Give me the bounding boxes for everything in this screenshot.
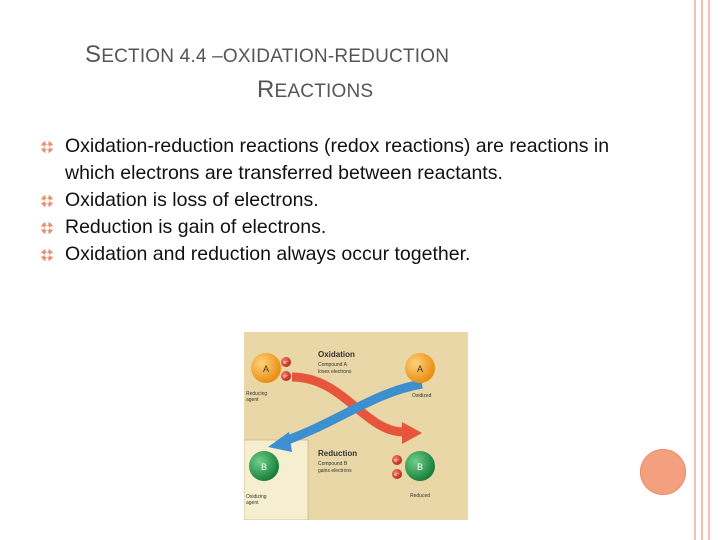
oxidizing-agent-label: Oxidizing <box>246 494 267 500</box>
bullet-text: Oxidation and reduction always occur together. <box>65 243 471 265</box>
decorative-border-line <box>701 0 703 540</box>
bullet-item <box>40 241 640 268</box>
oxidizing-agent-label: agent <box>246 500 259 506</box>
decorative-circle <box>640 449 686 495</box>
title-text: EDUCTION <box>348 46 450 67</box>
oxidation-desc: Compound A <box>318 362 347 368</box>
title-text: EACTIONS <box>274 80 374 102</box>
flower-bullet-icon <box>40 194 54 208</box>
reduction-desc: gains electrons <box>318 468 352 474</box>
electron-label: e⁻ <box>283 360 289 366</box>
title-cap: R <box>257 75 275 103</box>
electron-label: e⁻ <box>283 374 289 380</box>
flower-bullet-icon <box>40 221 54 235</box>
atom-b-label: B <box>416 462 424 472</box>
title-text: XIDATION-R <box>237 46 349 67</box>
atom-b-label: B <box>260 462 268 472</box>
oxidizing-agent-box <box>244 440 308 520</box>
reducing-agent-label: Reducing <box>246 391 268 397</box>
title-line-1 <box>85 38 565 73</box>
reduced-label: Reduced <box>410 493 431 499</box>
reducing-agent-label: agent <box>246 397 259 403</box>
bullet-text: Oxidation is loss of electrons. <box>65 189 319 211</box>
bullet-list <box>40 133 640 268</box>
bullet-item <box>40 187 640 214</box>
atom-a-label: A <box>262 364 270 374</box>
electron-label: e⁻ <box>394 472 400 478</box>
reduction-title: Reduction <box>318 449 358 458</box>
bullet-item <box>40 133 640 187</box>
oxidation-desc: loses electrons <box>318 369 352 375</box>
title-line-2 <box>85 73 565 108</box>
bullet-text: Reduction is gain of electrons. <box>65 216 327 238</box>
oxidized-label: Oxidized <box>412 393 432 399</box>
slide-title <box>85 38 565 108</box>
title-cap: S <box>85 41 102 68</box>
title-text: ECTION 4.4 –O <box>101 46 238 67</box>
electron-label: e⁻ <box>394 458 400 464</box>
bullet-item <box>40 214 640 241</box>
oxidation-title: Oxidation <box>318 350 355 359</box>
reduction-desc: Compound B <box>318 461 348 467</box>
flower-bullet-icon <box>40 140 54 154</box>
decorative-border-line <box>694 0 696 540</box>
atom-a-label: A <box>416 364 424 374</box>
flower-bullet-icon <box>40 248 54 262</box>
redox-diagram <box>244 332 468 520</box>
decorative-border-line <box>708 0 710 540</box>
bullet-text: Oxidation-reduction reactions (redox reactions) are reactions in which electrons are transferred between reactants. <box>65 135 610 184</box>
